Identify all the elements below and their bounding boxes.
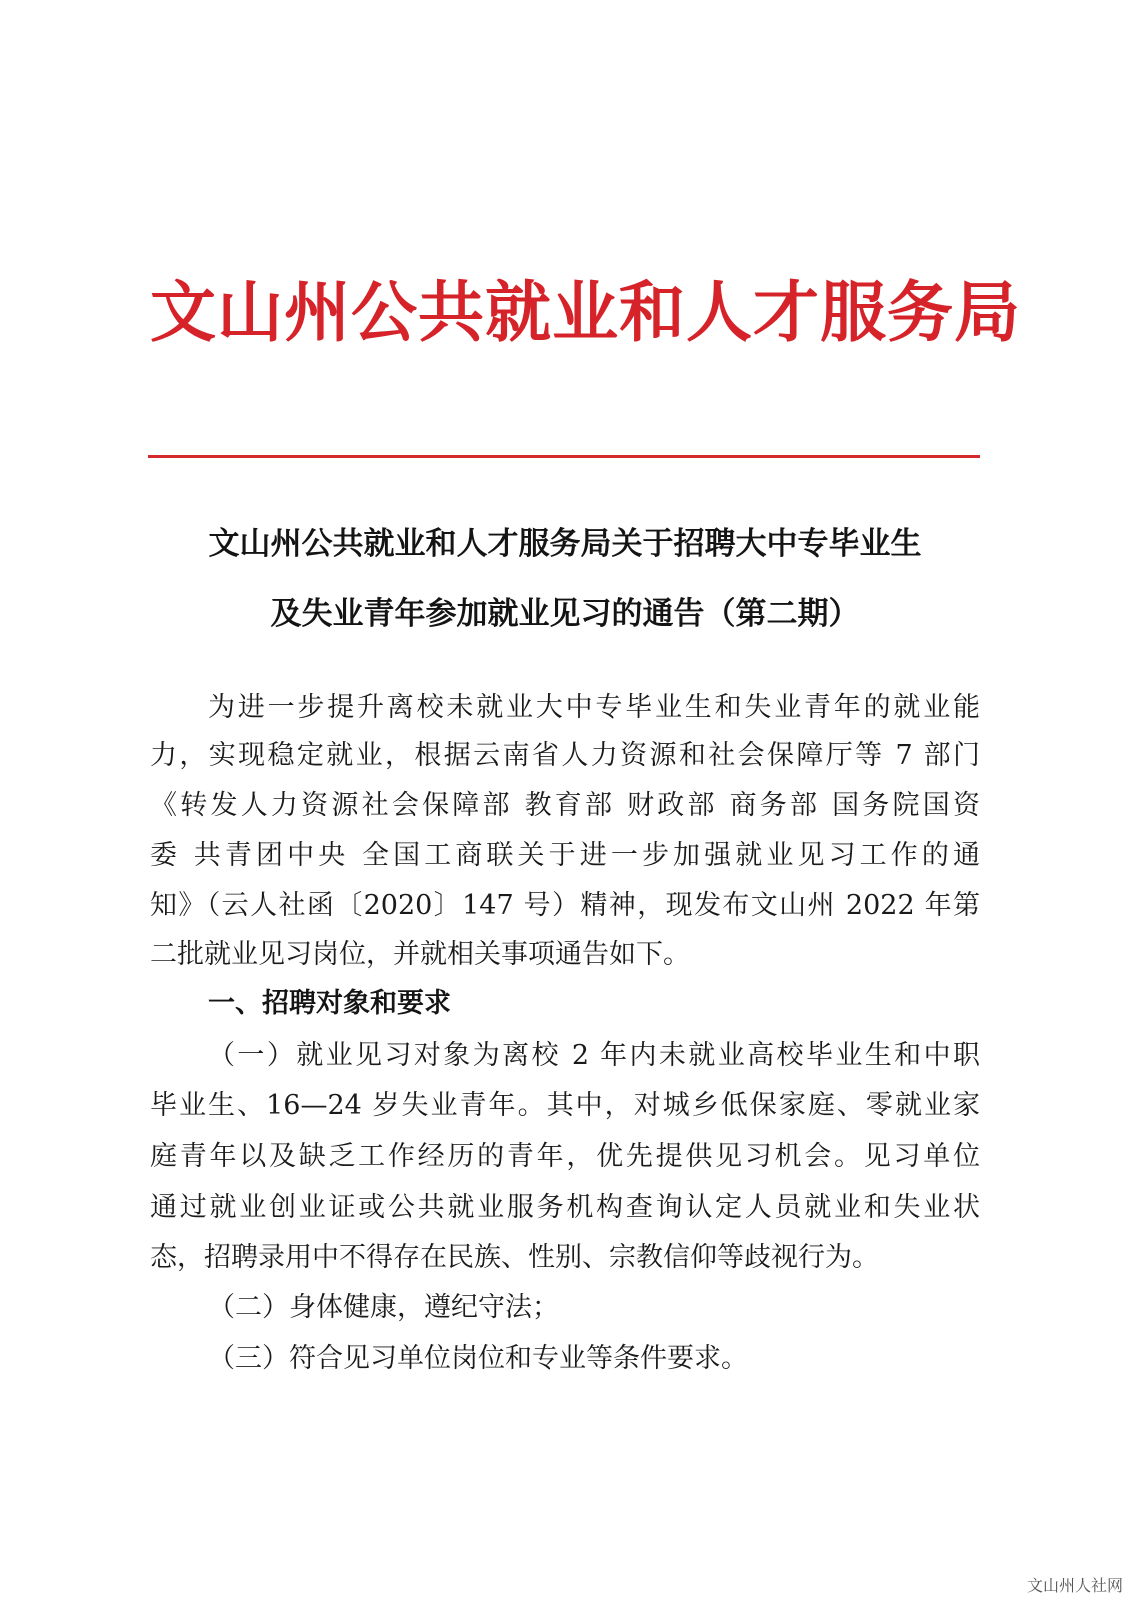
masthead-title: 文山州公共就业和人才服务局 <box>150 273 1021 351</box>
intro-line-4: 委 共青团中央 全国工商联关于进一步加强就业见习工作的通 <box>150 840 980 871</box>
intro-line-1: 为进一步提升离校未就业大中专毕业生和失业青年的就业能 <box>208 692 980 723</box>
red-header-rule <box>148 455 980 458</box>
section-1-item-1-line-2: 毕业生、16—24 岁失业青年。其中，对城乡低保家庭、零就业家 <box>150 1090 980 1121</box>
site-watermark: 文山州人社网 <box>1026 1576 1123 1595</box>
intro-line-3: 《转发人力资源社会保障部 教育部 财政部 商务部 国务院国资 <box>150 790 980 821</box>
notice-title-line-2: 及失业青年参加就业见习的通告（第二期） <box>270 596 860 632</box>
section-1-item-1-line-1: （一）就业见习对象为离校 2 年内未就业高校毕业生和中职 <box>208 1040 980 1071</box>
intro-line-6: 二批就业见习岗位，并就相关事项通告如下。 <box>150 939 690 970</box>
section-1-item-2: （二）身体健康，遵纪守法； <box>208 1292 559 1323</box>
notice-title-line-1: 文山州公共就业和人才服务局关于招聘大中专毕业生 <box>208 526 922 562</box>
section-1-item-1-line-4: 通过就业创业证或公共就业服务机构查询认定人员就业和失业状 <box>150 1192 980 1223</box>
section-1-item-1-line-5: 态，招聘录用中不得存在民族、性别、宗教信仰等歧视行为。 <box>150 1242 879 1273</box>
section-1-item-3: （三）符合见习单位岗位和专业等条件要求。 <box>208 1343 748 1374</box>
intro-line-2: 力，实现稳定就业，根据云南省人力资源和社会保障厅等 7 部门 <box>150 740 980 771</box>
intro-line-5: 知》（云人社函〔2020〕147 号）精神，现发布文山州 2022 年第 <box>150 890 980 921</box>
section-1-item-1-line-3: 庭青年以及缺乏工作经历的青年，优先提供见习机会。见习单位 <box>150 1141 980 1172</box>
section-1-heading: 一、招聘对象和要求 <box>208 988 451 1019</box>
